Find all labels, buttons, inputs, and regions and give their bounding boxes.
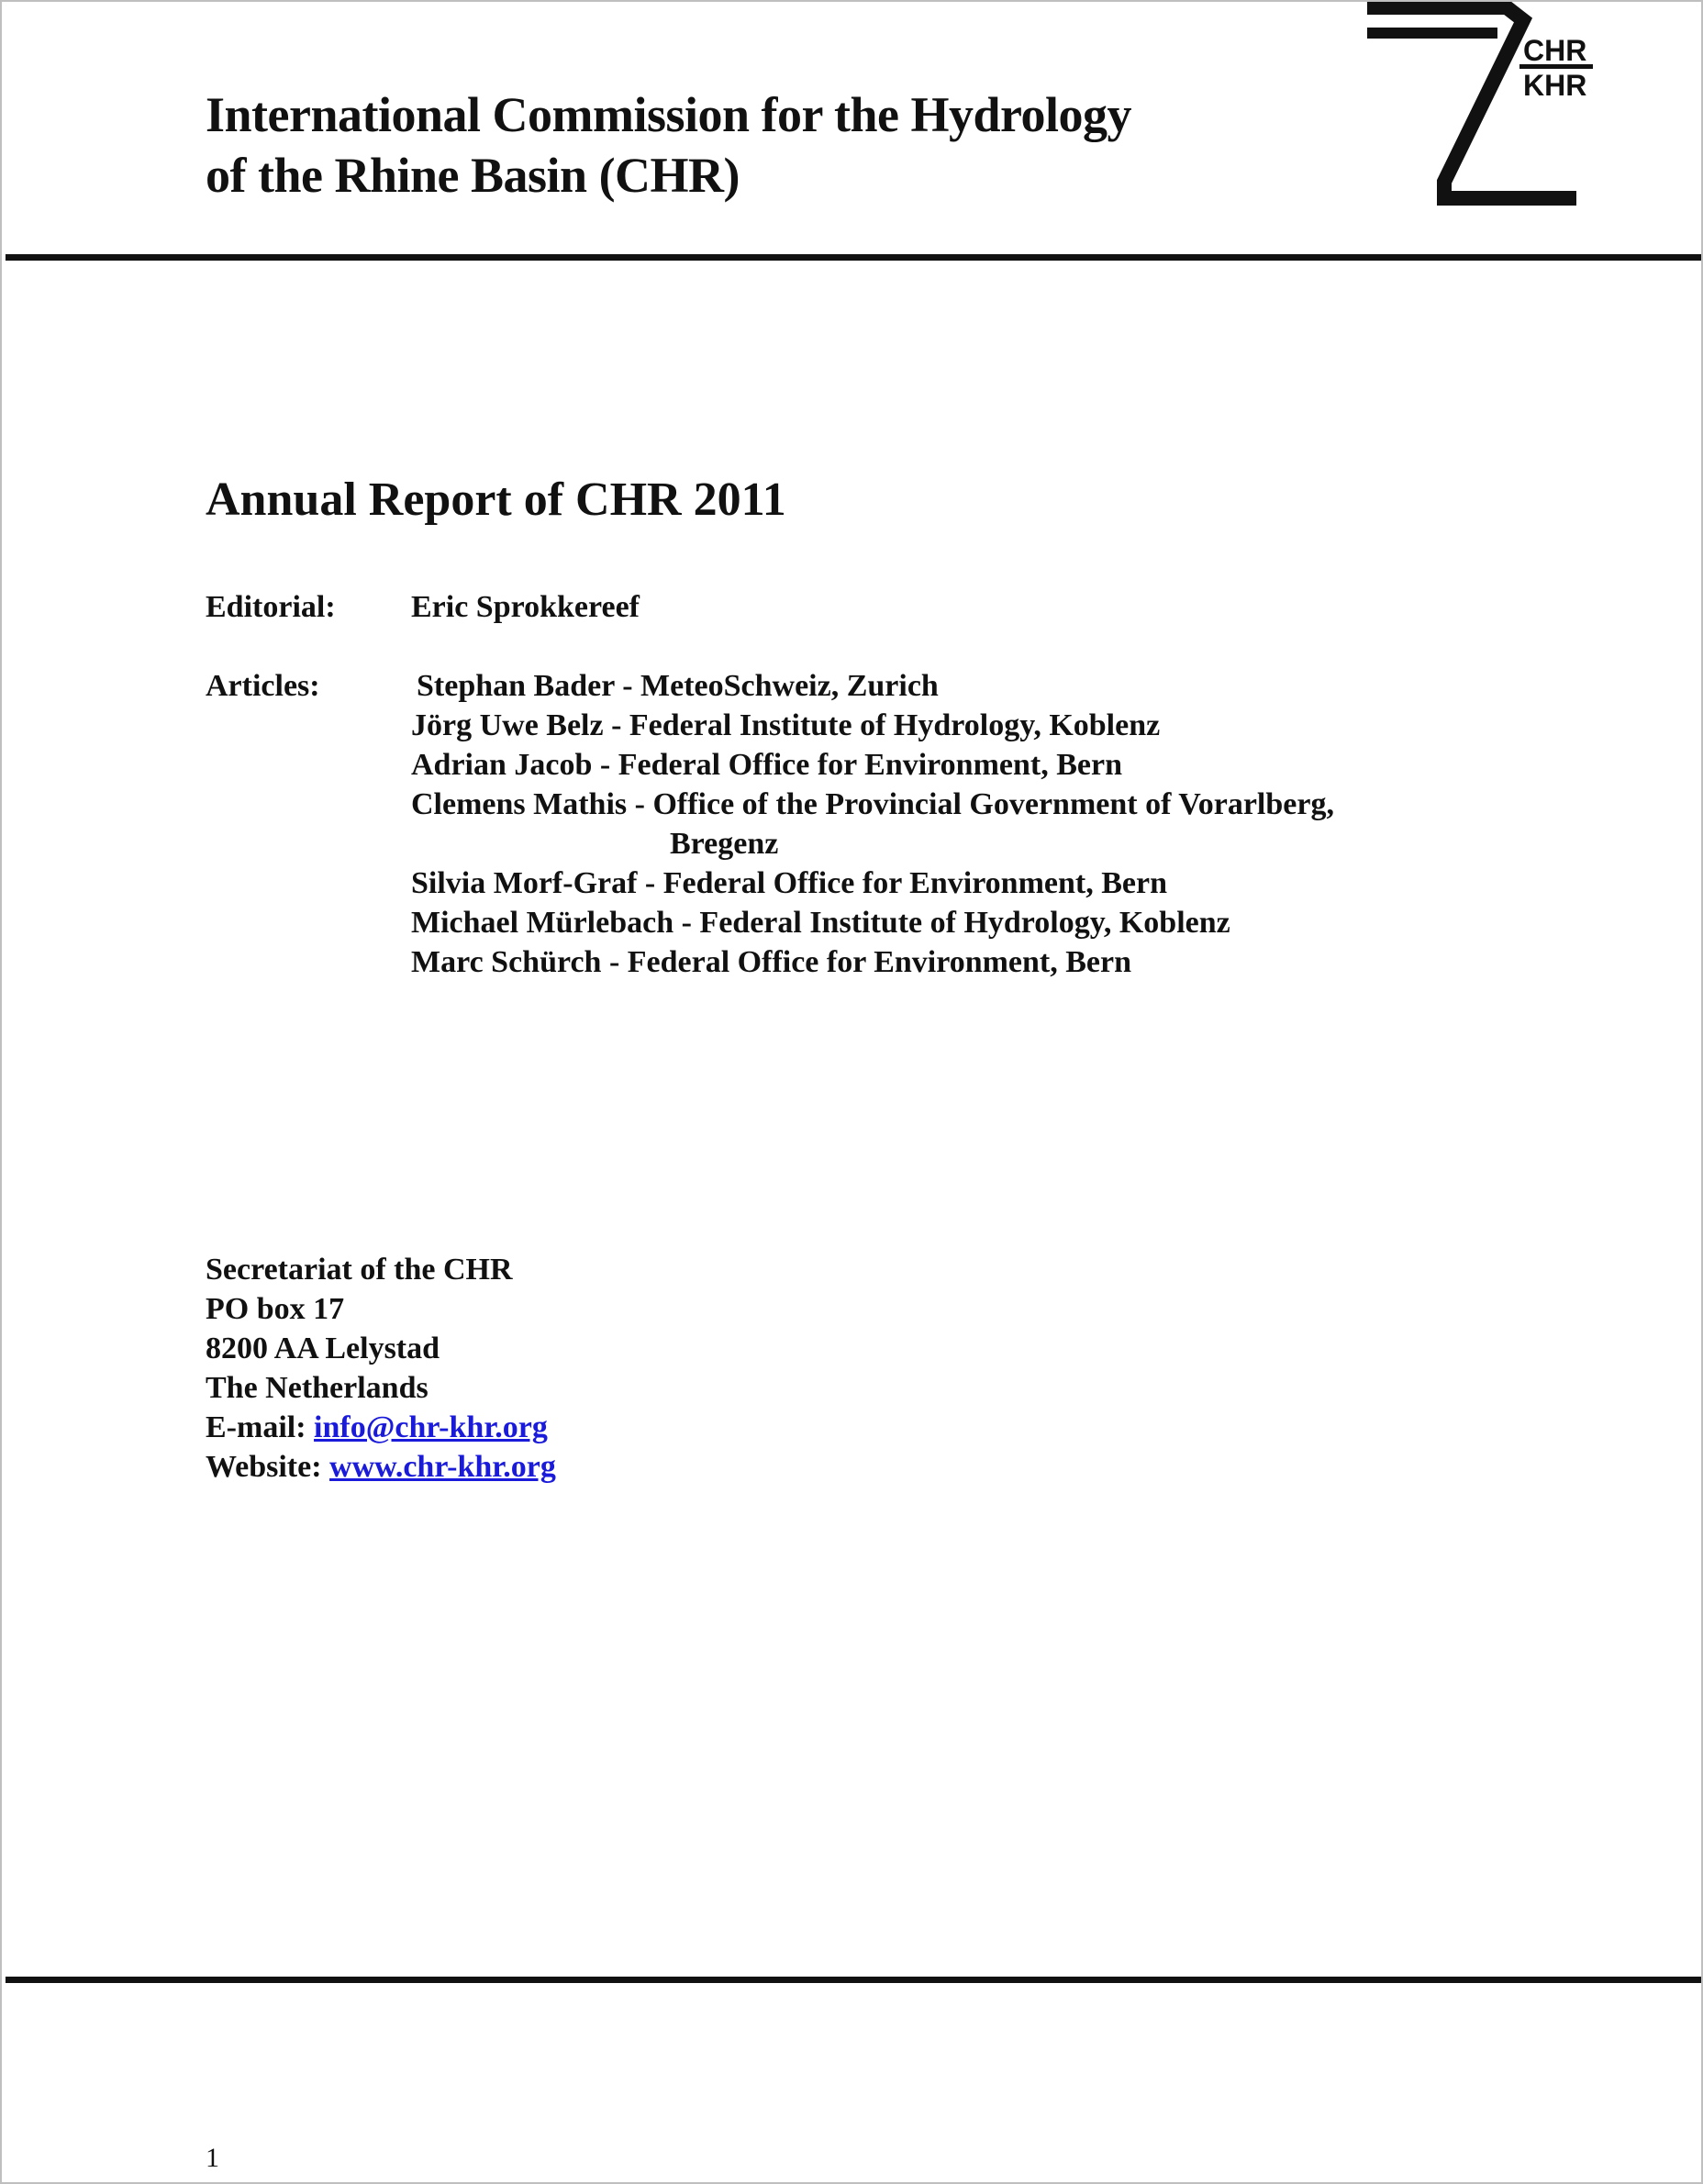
article-author-continuation: Bregenz [670,827,779,861]
articles-list [411,666,1334,982]
article-author: Marc Schürch - Federal Office for Environment, Bern [411,945,1132,979]
header-divider [6,254,1701,261]
page-number: 1 [206,2143,219,2173]
address-line: 8200 AA Lelystad [206,1332,440,1365]
logo-text-chr: CHR [1523,34,1587,67]
editorial-value: Eric Sprokkereef [411,590,640,624]
article-author: Jörg Uwe Belz - Federal Institute of Hydrology, Koblenz [411,708,1161,742]
article-author: Adrian Jacob - Federal Office for Environment, Bern [411,748,1122,782]
header-title [206,84,1131,206]
address-line: PO box 17 [206,1292,345,1326]
logo-text-khr: KHR [1523,69,1587,102]
address-line: Secretariat of the CHR [206,1253,513,1287]
website-link[interactable]: www.chr-khr.org [329,1450,556,1484]
header-title-line-2: of the Rhine Basin (CHR) [206,148,740,203]
article-author: Clemens Mathis - Office of the Provincial Government of Vorarlberg, [411,787,1334,821]
secretariat-address [206,1250,556,1487]
editorial-label: Editorial: [206,590,336,624]
header-title-line-1: International Commission for the Hydrology [206,87,1132,142]
logo-text [1523,33,1586,103]
email-link[interactable]: info@chr-khr.org [314,1410,548,1444]
email-row [206,1408,556,1447]
address-line: The Netherlands [206,1371,429,1405]
articles-label: Articles: [206,669,320,703]
website-label: Website: [206,1450,330,1484]
footer-divider [6,1977,1701,1983]
article-author: Michael Mürlebach - Federal Institute of Hydrology, Koblenz [411,906,1230,940]
article-author: Stephan Bader - MeteoSchweiz, Zurich [417,669,939,703]
email-label: E-mail: [206,1410,315,1444]
website-row [206,1447,556,1487]
report-title: Annual Report of CHR 2011 [206,474,786,526]
article-author: Silvia Morf-Graf - Federal Office for Environment, Bern [411,866,1168,900]
